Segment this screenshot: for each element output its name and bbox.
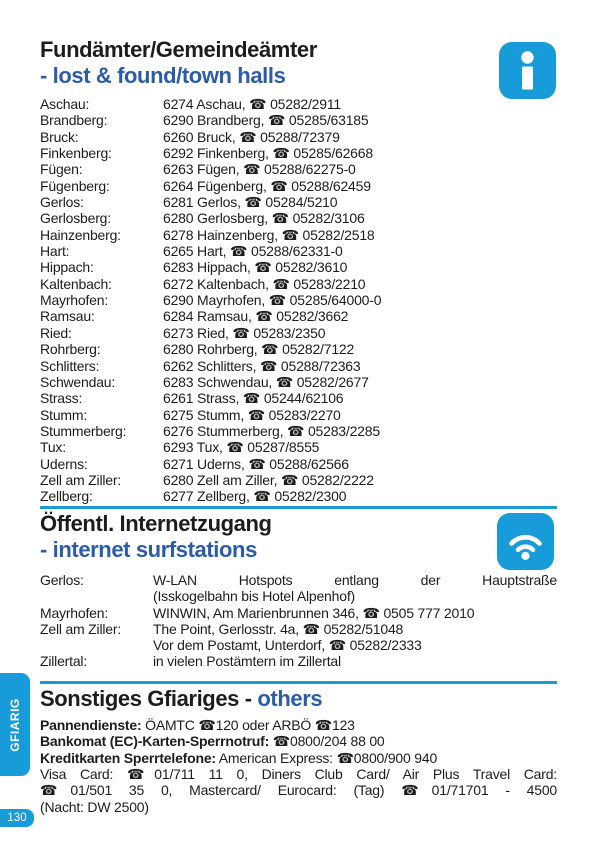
directory-row (40, 194, 557, 210)
town-contact: 6281 Gerlos, ☎ 05284/5210 (163, 194, 338, 211)
town-contact: 6278 Hainzenberg, ☎ 05282/2518 (163, 226, 375, 243)
town-contact: 6293 Tux, ☎ 05287/8555 (163, 439, 320, 456)
emergency-line (40, 799, 557, 815)
wifi-icon (497, 513, 554, 570)
town-contact: 6277 Zellberg, ☎ 05282/2300 (163, 488, 347, 505)
emergency-line-text: American Express: ☎0800/900 940 (215, 749, 438, 766)
town-contact: 6280 Rohrberg, ☎ 05282/7122 (163, 341, 355, 358)
surfstation-detail-line: Vor dem Postamt, Unterdorf, ☎ 05282/2333 (153, 637, 422, 654)
emergency-line-text: (Nacht: DW 2500) (40, 798, 149, 815)
town-contact: 6290 Brandberg, ☎ 05285/63185 (163, 112, 369, 129)
emergency-line (40, 782, 557, 798)
directory-row (40, 96, 557, 112)
emergency-line-text: Visa Card: ☎01/711 11 0, Diners Club Card/ Air Plus Travel Card: (40, 766, 557, 783)
surfstation-row (40, 572, 557, 605)
surfstation-detail-line: in vielen Postämtern im Zillertal (153, 653, 341, 670)
surfstation-detail-line: (Isskogelbahn bis Hotel Alpenhof) (153, 588, 355, 605)
town-label: Gerlos: (40, 194, 84, 211)
directory-row (40, 325, 557, 341)
town-label: Tux: (40, 439, 66, 456)
directory-row (40, 407, 557, 423)
town-contact: 6290 Mayrhofen, ☎ 05285/64000-0 (163, 292, 382, 309)
emergency-line (40, 733, 557, 749)
surfstation-detail-line: WINWIN, Am Marienbrunnen 346, ☎ 0505 777 2010 (153, 604, 475, 621)
place-label: Zell am Ziller: (40, 620, 122, 637)
town-label: Schlitters: (40, 357, 100, 374)
town-label: Kaltenbach: (40, 275, 112, 292)
town-label: Hippach: (40, 259, 94, 276)
town-contact: 6262 Schlitters, ☎ 05288/72363 (163, 357, 361, 374)
town-contact: 6271 Uderns, ☎ 05288/62566 (163, 455, 349, 472)
emergency-line (40, 717, 557, 733)
directory-row (40, 210, 557, 226)
internet-surfstation-list (40, 572, 557, 670)
directory-row (40, 259, 557, 275)
chapter-thumb-label: GFIARIG (8, 697, 22, 752)
emergency-numbers-list (40, 717, 557, 815)
surfstation-detail-line: W-LAN Hotspots entlang der Hauptstraße (153, 572, 557, 588)
town-label: Strass: (40, 390, 83, 407)
directory-row (40, 112, 557, 128)
town-contact: 6275 Stumm, ☎ 05283/2270 (163, 406, 341, 423)
place-label: Mayrhofen: (40, 604, 109, 621)
directory-row (40, 161, 557, 177)
surfstation-row (40, 653, 557, 669)
section-title-others (40, 686, 322, 711)
town-label: Fügen: (40, 161, 83, 178)
section-title-german: Öffentl. Internetzugang (40, 511, 272, 536)
town-label: Rohrberg: (40, 341, 101, 358)
surfstation-details (153, 605, 557, 621)
town-label: Hainzenberg: (40, 226, 121, 243)
town-label: Gerlosberg: (40, 210, 111, 227)
section-title-english: - internet surfstations (40, 537, 257, 562)
town-contact: 6263 Fügen, ☎ 05288/62275-0 (163, 161, 356, 178)
town-label: Ried: (40, 324, 72, 341)
town-label: Zell am Ziller: (40, 471, 122, 488)
surfstation-details (153, 572, 557, 605)
directory-row (40, 439, 557, 455)
town-contact: 6284 Ramsau, ☎ 05282/3662 (163, 308, 349, 325)
directory-row (40, 227, 557, 243)
town-label: Finkenberg: (40, 145, 112, 162)
town-contact: 6292 Finkenberg, ☎ 05285/62668 (163, 145, 373, 162)
town-label: Uderns: (40, 455, 88, 472)
town-label: Ramsau: (40, 308, 95, 325)
emergency-line (40, 766, 557, 782)
town-contact: 6272 Kaltenbach, ☎ 05283/2210 (163, 275, 366, 292)
town-label: Stummerberg: (40, 422, 127, 439)
emergency-line (40, 750, 557, 766)
town-label: Bruck: (40, 128, 79, 145)
directory-row (40, 276, 557, 292)
surfstation-row (40, 605, 557, 621)
section-title-english: others (257, 686, 323, 711)
directory-row (40, 390, 557, 406)
section-title-german: Sonstiges Gfiariges - (40, 686, 258, 711)
chapter-thumb-tab (0, 673, 30, 776)
info-icon (499, 42, 556, 99)
town-contact: 6274 Aschau, ☎ 05282/2911 (163, 96, 341, 112)
town-label: Zellberg: (40, 488, 93, 505)
town-contact: 6261 Strass, ☎ 05244/62106 (163, 390, 344, 407)
emergency-line-text: ☎01/501 35 0, Mastercard/ Eurocard: (Tag) ☎01/71701 - 4500 (40, 782, 557, 799)
town-label: Schwendau: (40, 373, 116, 390)
place-label: Gerlos: (40, 572, 84, 588)
surfstation-detail-line: The Point, Gerlosstr. 4a, ☎ 05282/51048 (153, 620, 404, 637)
section-title-internet (40, 511, 272, 563)
emergency-line-text: ÖAMTC ☎120 oder ARBÖ ☎123 (141, 717, 355, 733)
emergency-line-label: Kreditkarten Sperrtelefone: (40, 749, 216, 766)
directory-row (40, 456, 557, 472)
emergency-line-label: Pannendienste: (40, 717, 142, 733)
section-divider-rule (40, 681, 557, 684)
town-label: Mayrhofen: (40, 292, 109, 309)
town-contact: 6283 Schwendau, ☎ 05282/2677 (163, 373, 369, 390)
town-contact: 6273 Ried, ☎ 05283/2350 (163, 324, 326, 341)
section-title-lost-found (40, 37, 317, 89)
section-title-english: - lost & found/town halls (40, 63, 286, 88)
directory-row (40, 358, 557, 374)
town-label: Brandberg: (40, 112, 108, 129)
section-divider-rule (40, 506, 557, 509)
page-number: 130 (0, 809, 34, 827)
place-label: Zillertal: (40, 653, 88, 670)
town-hall-directory-list (40, 96, 557, 505)
town-contact: 6280 Zell am Ziller, ☎ 05282/2222 (163, 471, 374, 488)
town-contact: 6264 Fügenberg, ☎ 05288/62459 (163, 177, 371, 194)
town-contact: 6280 Gerlosberg, ☎ 05282/3106 (163, 210, 365, 227)
town-label: Stumm: (40, 406, 88, 423)
directory-row (40, 308, 557, 324)
surfstation-details (153, 653, 557, 669)
directory-row (40, 423, 557, 439)
directory-row (40, 374, 557, 390)
directory-row (40, 341, 557, 357)
directory-row (40, 472, 557, 488)
emergency-line-text: ☎0800/204 88 00 (269, 733, 385, 750)
directory-row (40, 488, 557, 504)
section-title-german: Fundämter/Gemeindeämter (40, 37, 317, 62)
directory-row (40, 292, 557, 308)
town-label: Aschau: (40, 96, 90, 112)
surfstation-details (153, 621, 557, 654)
directory-row (40, 243, 557, 259)
directory-row (40, 145, 557, 161)
emergency-line-label: Bankomat (EC)-Karten-Sperrnotruf: (40, 733, 270, 750)
town-label: Hart: (40, 243, 70, 260)
surfstation-row (40, 621, 557, 654)
town-contact: 6276 Stummerberg, ☎ 05283/2285 (163, 422, 380, 439)
town-contact: 6260 Bruck, ☎ 05288/72379 (163, 128, 340, 145)
directory-row (40, 129, 557, 145)
town-label: Fügenberg: (40, 177, 110, 194)
directory-row (40, 178, 557, 194)
town-contact: 6265 Hart, ☎ 05288/62331-0 (163, 243, 343, 260)
town-contact: 6283 Hippach, ☎ 05282/3610 (163, 259, 348, 276)
